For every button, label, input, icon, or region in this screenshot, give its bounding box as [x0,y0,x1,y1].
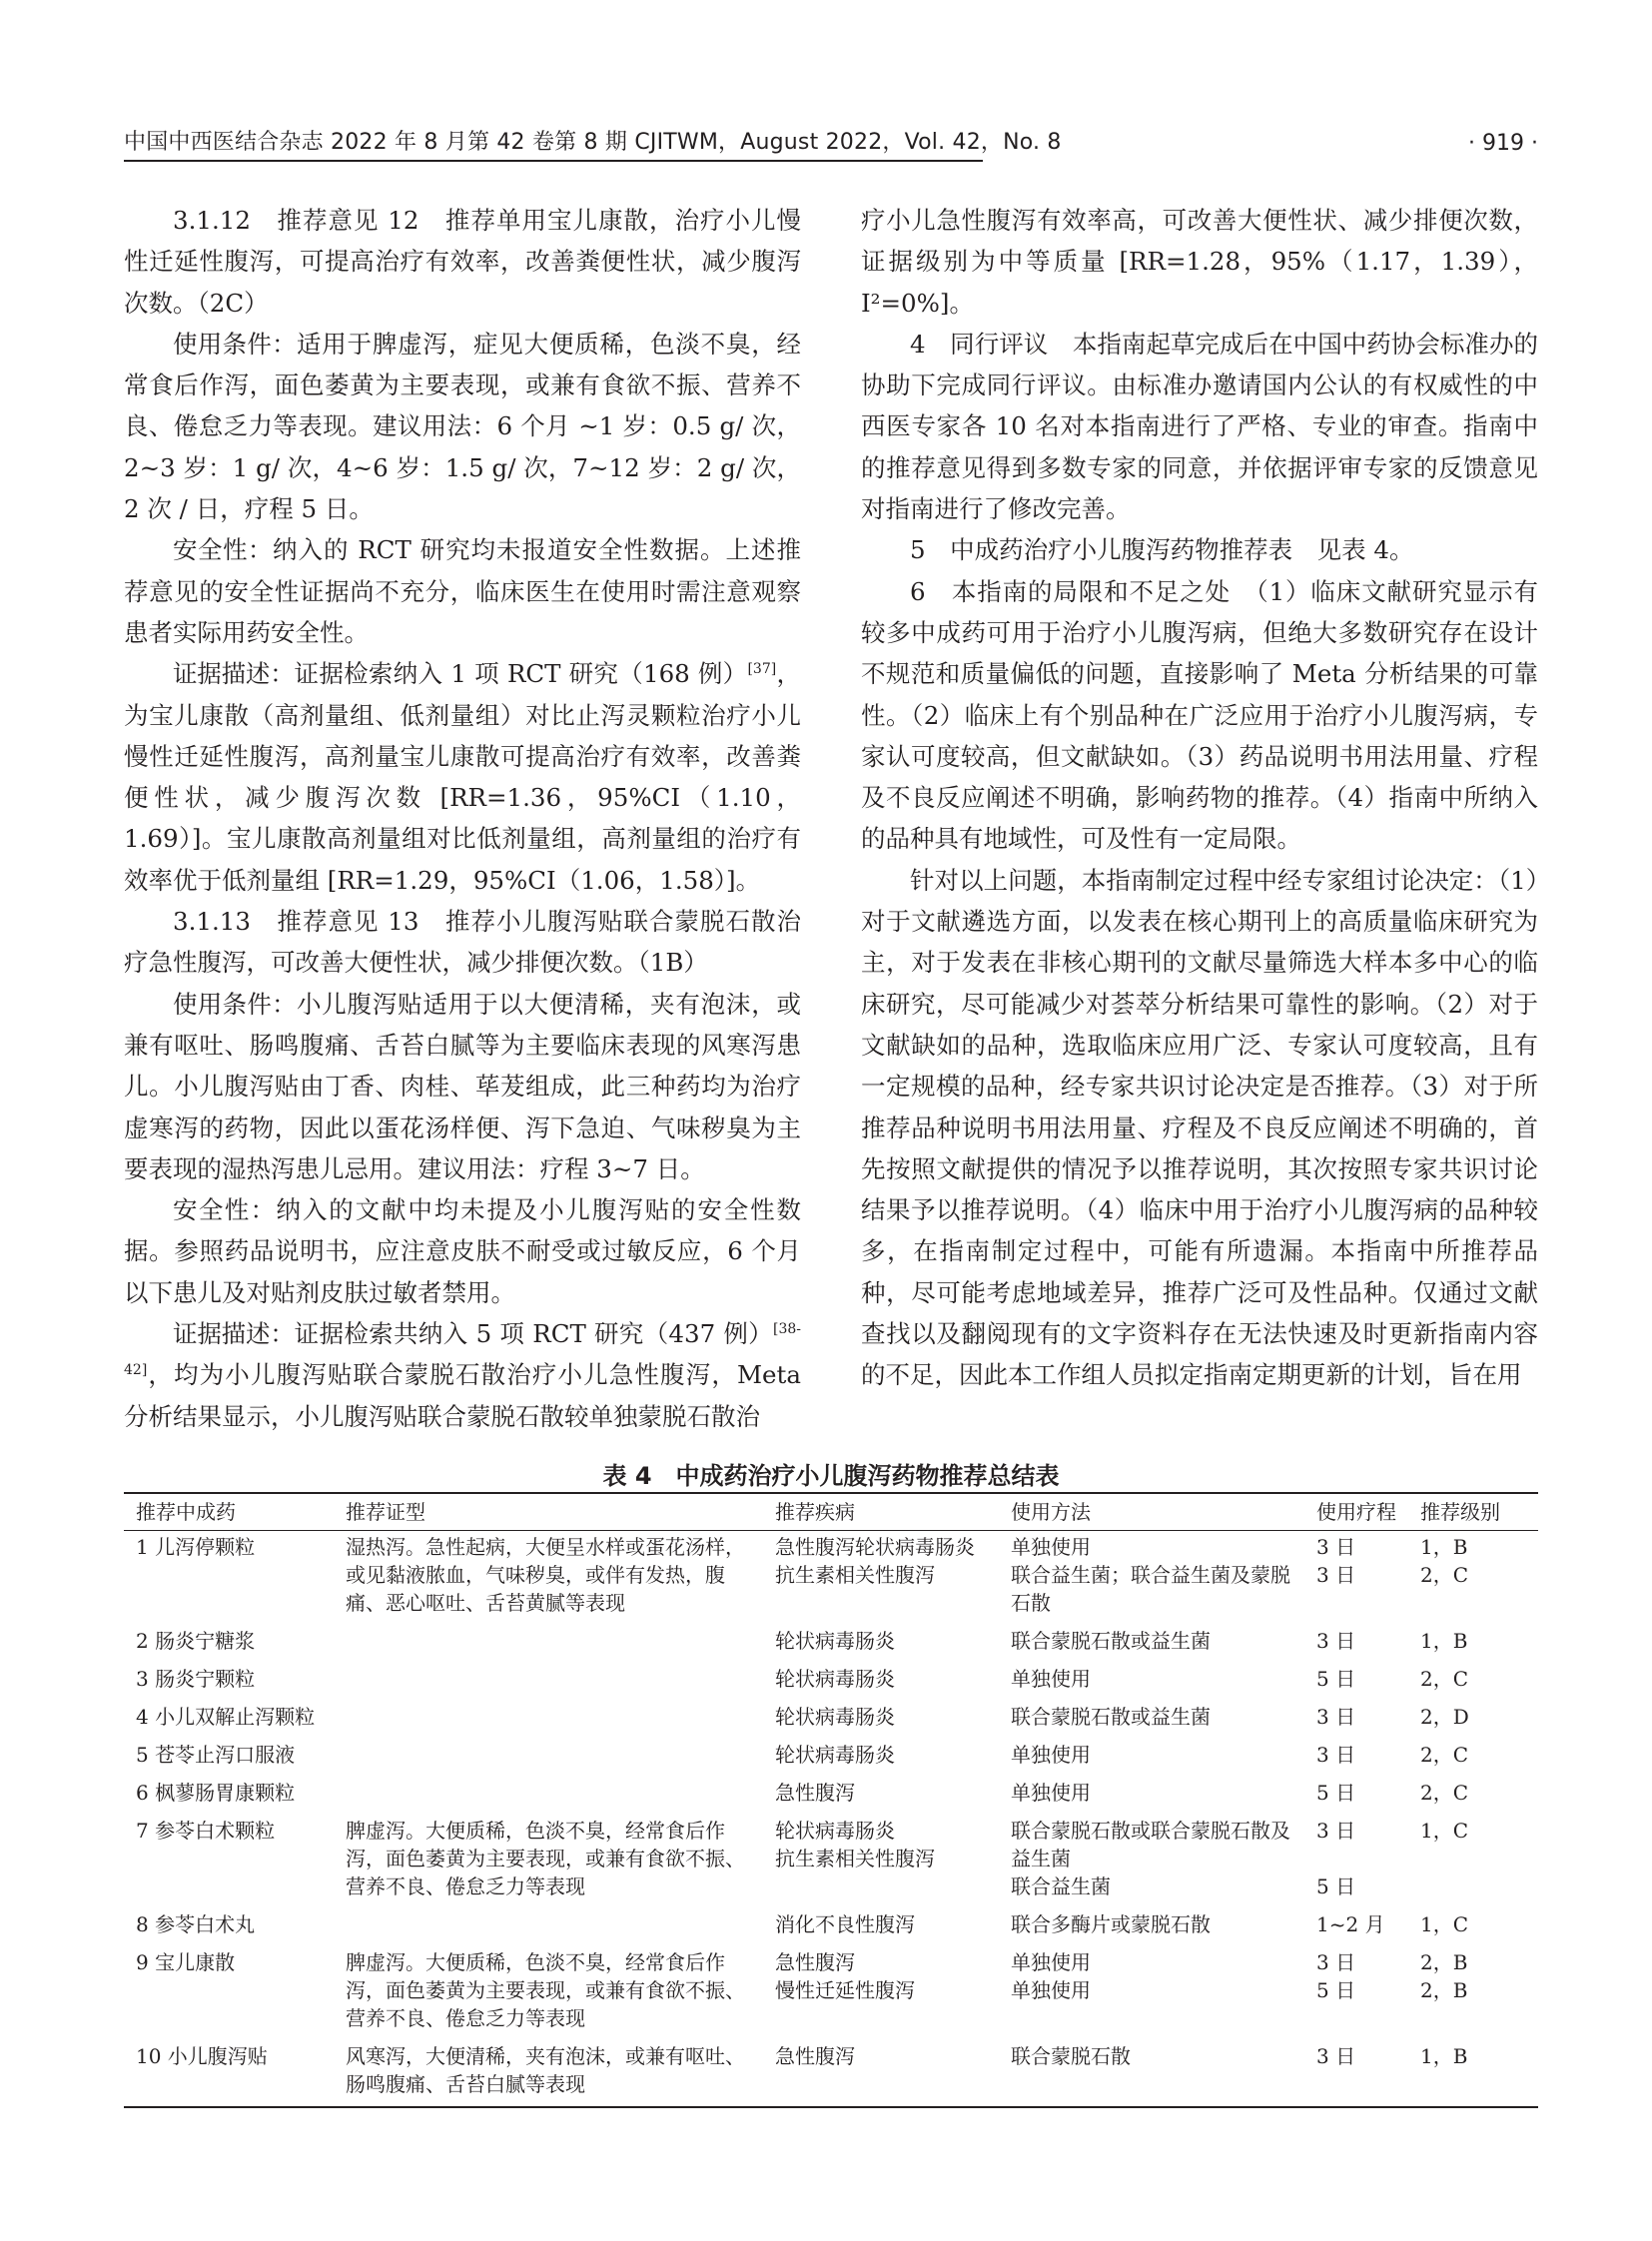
journal-citation: 中国中西医结合杂志 2022 年 8 月第 42 卷第 8 期 CJITWM，August 2022，Vol. 42，No. 8 [124,130,1062,155]
grade-item: 2，B [1420,1978,1468,2002]
syndrome [334,1701,763,1739]
drug-name: 5 苍苓止泻口服液 [136,1743,296,1767]
syndrome [334,1777,763,1815]
usage-label: 使用条件： [173,329,297,359]
grade [1408,1531,1538,1626]
table-row [124,1946,1538,2040]
duration: 5 日 [1316,1781,1356,1805]
usage: 联合蒙脱石散 [999,2040,1304,2107]
evidence-13 [124,1313,801,1437]
syndrome: 湿热泻。急性起病，大便呈水样或蛋花汤样，或见黏液脓血，气味秽臭，或伴有发热，腹痛、恶心呕吐、舌苔黄腻等表现 [346,1535,745,1615]
disease: 急性腹泻 [763,2040,999,2107]
drug-name: 4 小儿双解止泻颗粒 [136,1705,316,1729]
evidence-13-continued: 疗小儿急性腹泻有效率高，可改善大便性状、减少排便次数，证据级别为中等质量 [RR=1.28，95%（1.17，1.39），I²=0%]。 [861,206,1538,318]
grade: 2，D [1420,1705,1469,1729]
drug-name: 6 枫蓼肠胃康颗粒 [136,1781,296,1805]
grade [1408,1946,1538,2040]
syndrome [334,1908,763,1946]
disease: 消化不良性腹泻 [775,1912,915,1936]
table-row [124,1777,1538,1815]
safety-label: 安全性： [173,1195,277,1225]
duration-item: 5 日 [1316,1978,1356,2002]
table-row [124,2040,1538,2107]
disease: 轮状病毒肠炎 [775,1629,895,1653]
drug-name: 1 儿泻停颗粒 [136,1535,256,1559]
running-header [124,122,1538,162]
header-syndrome: 推荐证型 [334,1493,763,1531]
spacer [1316,1845,1402,1872]
syndrome: 脾虚泻。大便质稀，色淡不臭，经常食后作泻，面色萎黄为主要表现，或兼有食欲不振、营养不良、倦怠乏力等表现 [346,1819,745,1898]
usage: 单独使用 [1011,1743,1091,1767]
header-rule [124,160,983,162]
usage-text: 适用于脾虚泻，症见大便质稀，色淡不臭，经常食后作泻，面色萎黄为主要表现，或兼有食欲不振、营养不良、倦怠乏力等表现。建议用法：6 个月 ~1 岁：0.5 g/ 次，2~3 岁：1 g/ 次，4~6 岁：1.5 g/ 次，7~12 岁：2 g/ 次，2 次 / 日，疗程 5 日。 [124,329,802,524]
recommendation-12: 3.1.12 推荐意见 12 推荐单用宝儿康散，治疗小儿慢性迁延性腹泻，可提高治疗有效率，改善粪便性状，减少腹泻次数。（2C） [124,206,801,318]
disease: 急性腹泻 [775,1781,855,1805]
disease-item: 急性腹泻轮状病毒肠炎 [775,1535,975,1559]
grade: 1，B [1408,2040,1538,2107]
duration: 3 日 [1304,2040,1408,2107]
drug-name: 2 肠炎宁糖浆 [136,1629,256,1653]
table-row [124,1701,1538,1739]
grade: 2，C [1420,1781,1469,1805]
drug-name: 3 肠炎宁颗粒 [136,1667,256,1691]
table-row [124,1625,1538,1663]
disease: 轮状病毒肠炎 [775,1667,895,1691]
evidence-label: 证据描述： [173,659,295,689]
right-column [861,200,1538,1396]
syndrome [334,1625,763,1663]
drug-name: 7 参苓白术颗粒 [136,1819,276,1843]
duration-item: 5 日 [1316,1874,1356,1898]
table-row [124,1908,1538,1946]
duration [1304,1946,1408,2040]
duration: 1~2 月 [1316,1912,1385,1936]
usage-item: 单独使用 [1011,1950,1091,1974]
evidence-text-a: 证据检索纳入 1 项 RCT 研究（168 例） [294,659,748,689]
duration: 3 日 [1316,1743,1356,1767]
header-duration: 使用疗程 [1304,1493,1408,1531]
grade: 2，C [1420,1667,1469,1691]
disease-item: 慢性迁延性腹泻 [775,1978,915,2002]
duration: 3 日 [1316,1705,1356,1729]
usage [999,1815,1304,1908]
page-number: · 919 · [1468,131,1538,156]
usage-text: 小儿腹泻贴适用于以大便清稀，夹有泡沫，或兼有呕吐、肠鸣腹痛、舌苔白腻等为主要临床表现的风寒泻患儿。小儿腹泻贴由丁香、肉桂、荜茇组成，此三种药均为治疗虚寒泻的药物，因此以蛋花汤样便、泻下急迫、气味秽臭为主要表现的湿热泻患儿忌用。建议用法：疗程 3~7 日。 [124,989,802,1183]
syndrome: 脾虚泻。大便质稀，色淡不臭，经常食后作泻，面色萎黄为主要表现，或兼有食欲不振、营养不良、倦怠乏力等表现 [346,1950,745,2030]
table-row [124,1663,1538,1701]
duration-item: 3 日 [1316,1535,1356,1559]
duration [1304,1815,1408,1908]
table-caption: 表 4 中成药治疗小儿腹泻药物推荐总结表 [602,1462,1060,1490]
safety-12 [124,529,801,653]
usage-item: 单独使用 [1011,1978,1091,2002]
recommendation-table [124,1492,1538,2108]
citation-ref: [38-42] [124,1320,802,1379]
evidence-12 [124,653,801,901]
disease: 轮状病毒肠炎 [775,1705,895,1729]
evidence-text-b: ，为宝儿康散（高剂量组、低剂量组）对比止泻灵颗粒治疗小儿慢性迁延性腹泻，高剂量宝儿康散可提高治疗有效率，改善粪便性状，减少腹泻次数 [RR=1.36，95%CI（1.10，1.69）]。宝儿康散高剂量组对比低剂量组，高剂量组的治疗有效率优于低剂量组 [RR=1.29，95%CI（1.06，1.58）]。 [124,659,802,895]
grade: 1，C [1420,1912,1469,1936]
disease-item: 轮状病毒肠炎 [775,1819,895,1843]
header-grade: 推荐级别 [1408,1493,1538,1531]
usage: 单独使用 [1011,1781,1091,1805]
disease [763,1531,999,1626]
grade-item: 2，C [1420,1563,1469,1587]
grade-item: 2，B [1420,1950,1468,1974]
usage-item: 联合蒙脱石散或联合蒙脱石散及益生菌 [1011,1819,1290,1870]
grade: 2，C [1420,1743,1469,1767]
header-usage: 使用方法 [999,1493,1304,1531]
recommendation-13: 3.1.13 推荐意见 13 推荐小儿腹泻贴联合蒙脱石散治疗急性腹泻，可改善大便性状，减少排便次数。（1B） [124,907,801,978]
usage-item: 联合益生菌 [1011,1874,1111,1898]
duration-item: 3 日 [1316,1563,1356,1587]
grade-item: 1，B [1420,1535,1468,1559]
safety-13 [124,1189,801,1313]
disease [763,1815,999,1908]
grade: 1，C [1420,1819,1469,1843]
usage: 联合蒙脱石散或益生菌 [1011,1629,1211,1653]
usage-conditions-12 [124,324,801,529]
disease-item: 抗生素相关性腹泻 [775,1563,935,1587]
table-row [124,1531,1538,1626]
duration: 3 日 [1316,1629,1356,1653]
section-4-peer-review: 4 同行评议 本指南起草完成后在中国中药协会标准办的协助下完成同行评议。由标准办邀请国内公认的有权威性的中西医专家各 10 名对本指南进行了严格、专业的审查。指南中的推荐意见得到多数专家的同意，并依据评审专家的反馈意见对指南进行了修改完善。 [861,329,1538,524]
usage-item: 联合益生菌；联合益生菌及蒙脱石散 [1011,1563,1290,1615]
drug-name: 9 宝儿康散 [136,1950,236,1974]
header-drug: 推荐中成药 [124,1493,334,1531]
syndrome [334,1663,763,1701]
drug-name: 8 参苓白术丸 [136,1912,256,1936]
grade: 1，B [1420,1629,1468,1653]
table-row [124,1739,1538,1777]
usage: 单独使用 [1011,1667,1091,1691]
table-row [124,1815,1538,1908]
usage [999,1531,1304,1626]
usage-item: 单独使用 [1011,1535,1091,1559]
usage: 联合多酶片或蒙脱石散 [1011,1912,1211,1936]
safety-label: 安全性： [173,535,273,565]
syndrome [334,1739,763,1777]
duration-item: 3 日 [1316,1819,1356,1843]
usage-label: 使用条件： [173,989,297,1019]
disease-item: 抗生素相关性腹泻 [775,1847,935,1870]
duration-item: 3 日 [1316,1950,1356,1974]
disease: 轮状病毒肠炎 [775,1743,895,1767]
usage-conditions-13 [124,984,801,1189]
disease-item: 急性腹泻 [775,1950,855,1974]
left-column [124,200,801,1437]
evidence-text-b: ，均为小儿腹泻贴联合蒙脱石散治疗小儿急性腹泻，Meta 分析结果显示，小儿腹泻贴联合蒙脱石散较单独蒙脱石散治 [124,1360,801,1431]
header-disease: 推荐疾病 [763,1493,999,1531]
evidence-label: 证据描述： [173,1319,295,1349]
duration [1304,1531,1408,1626]
table-header-row [124,1493,1538,1531]
syndrome: 风寒泻，大便清稀，夹有泡沫，或兼有呕吐、肠鸣腹痛、舌苔白腻等表现 [334,2040,763,2107]
limitations-response: 针对以上问题，本指南制定过程中经专家组讨论决定：（1）对于文献遴选方面，以发表在核心期刊上的高质量临床研究为主，对于发表在非核心期刊的文献尽量筛选大样本多中心的临床研究，尽可能减少对荟萃分析结果可靠性的影响。（2）对于文献缺如的品种，选取临床应用广泛、专家认可度较高，且有一定规模的品种，经专家共识讨论决定是否推荐。（3）对于所推荐品种说明书用法用量、疗程及不良反应阐述不明确的，首先按照文献提供的情况予以推荐说明，其次按照专家共识讨论结果予以推荐说明。（4）临床中用于治疗小儿腹泻病的品种较多，在指南制定过程中，可能有所遗漏。本指南中所推荐品种，尽可能考虑地域差异，推荐广泛可及性品种。仅通过文献查找以及翻阅现有的文字资料存在无法快速及时更新指南内容的不足，因此本工作组人员拟定指南定期更新的计划，旨在用 [861,865,1538,1390]
usage: 联合蒙脱石散或益生菌 [1011,1705,1211,1729]
disease [763,1946,999,2040]
section-6-limitations: 6 本指南的局限和不足之处 （1）临床文献研究显示有较多中成药可用于治疗小儿腹泻病，但绝大多数研究存在设计不规范和质量偏低的问题，直接影响了 Meta 分析结果的可靠性。（2）临床上有个别品种在广泛应用于治疗小儿腹泻病，专家认可度较高，但文献缺如。（3）药品说明书用法用量、疗程及不良反应阐述不明确，影响药物的推荐。（4）指南中所纳入的品种具有地域性，可及性有一定局限。 [861,576,1538,854]
evidence-text-a: 证据检索共纳入 5 项 RCT 研究（437 例） [294,1319,773,1349]
usage [999,1946,1304,2040]
duration: 5 日 [1316,1667,1356,1691]
citation-ref: [37] [747,661,777,678]
section-5-table-reference: 5 中成药治疗小儿腹泻药物推荐表 见表 4。 [910,535,1414,565]
safety-text: 纳入的文献中均未提及小儿腹泻贴的安全性数据。参照药品说明书，应注意皮肤不耐受或过敏反应，6 个月以下患儿及对贴剂皮肤过敏者禁用。 [124,1195,802,1307]
drug-name: 10 小儿腹泻贴 [124,2040,334,2107]
safety-text: 纳入的 RCT 研究均未报道安全性数据。上述推荐意见的安全性证据尚不充分，临床医生在使用时需注意观察患者实际用药安全性。 [124,535,802,647]
